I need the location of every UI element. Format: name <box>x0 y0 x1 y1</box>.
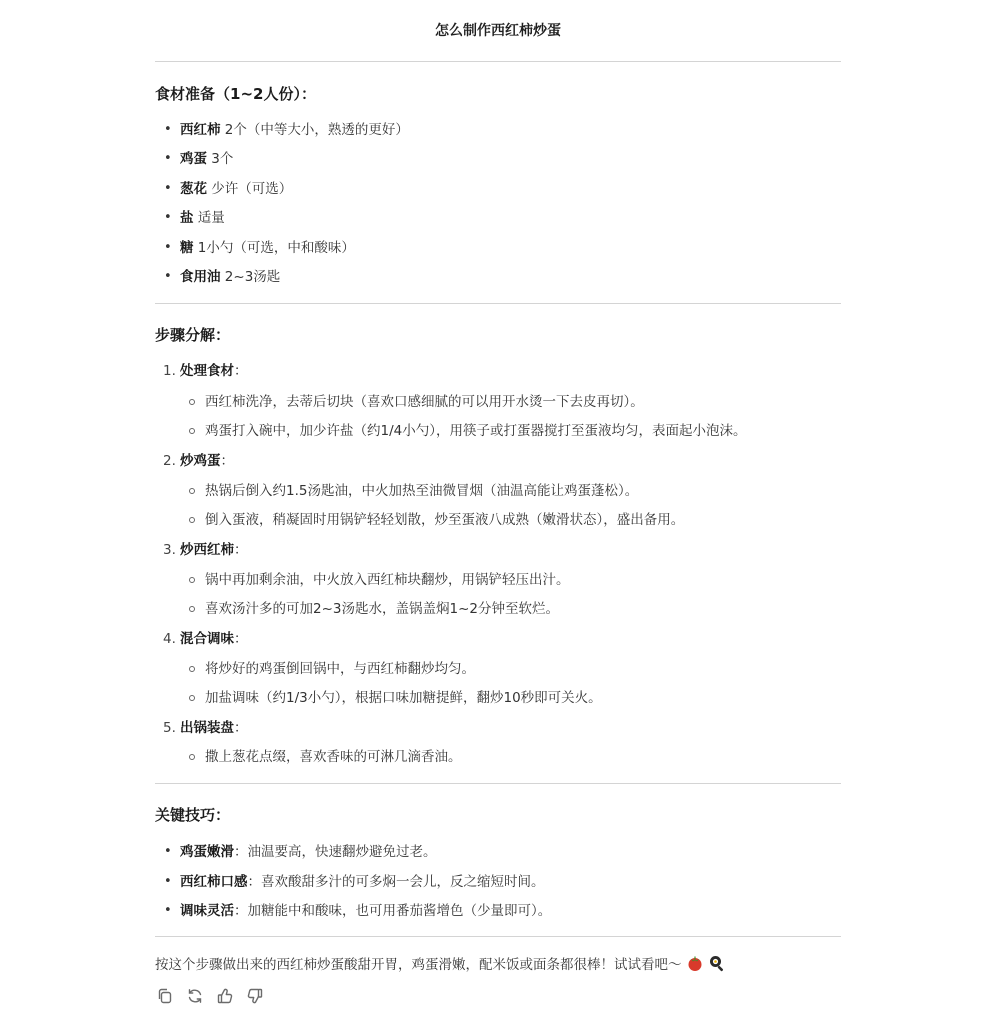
steps-heading: 步骤分解： <box>155 326 231 344</box>
thumbs-down-icon <box>246 987 264 1005</box>
bullet-icon: • <box>164 903 172 918</box>
bullet-icon: • <box>164 874 172 889</box>
copy-icon <box>156 987 174 1005</box>
bullet-icon: • <box>164 151 172 166</box>
step-subitem-text: 将炒好的鸡蛋倒回锅中，与西红柿翻炒均匀。 <box>205 661 475 677</box>
step-number: 2. <box>163 453 176 469</box>
bullet-icon: • <box>164 269 172 284</box>
tip-name: 调味灵活 <box>180 903 234 919</box>
step-name: 炒西红柿 <box>180 542 234 558</box>
step-subitem-text: 撒上葱花点缀，喜欢香味的可淋几滴香油。 <box>205 749 462 765</box>
step-separator: ： <box>234 363 248 379</box>
sub-bullet-icon <box>189 577 195 583</box>
ingredient-detail: 3个 <box>207 151 234 167</box>
ingredient-detail: 1小勺（可选，中和酸味） <box>193 240 355 256</box>
step-number: 3. <box>163 542 176 558</box>
step-name: 处理食材 <box>180 363 234 379</box>
copy-button[interactable] <box>155 986 175 1006</box>
step-subitem-text: 加盐调味（约1/3小勺），根据口味加糖提鲜，翻炒10秒即可关火。 <box>205 690 602 706</box>
tip-detail: ：油温要高，快速翻炒避免过老。 <box>234 844 437 860</box>
bullet-icon: • <box>164 122 172 137</box>
sub-bullet-icon <box>189 666 195 672</box>
closing-line <box>155 953 726 976</box>
ingredient-name: 盐 <box>180 210 194 226</box>
tip-detail: ：喜欢酸甜多汁的可多焖一会儿，反之缩短时间。 <box>247 874 545 890</box>
tip-detail: ：加糖能中和酸味，也可用番茄酱增色（少量即可）。 <box>234 903 552 919</box>
divider <box>155 783 841 784</box>
sub-bullet-icon <box>189 399 195 405</box>
ingredient-detail: 2~3汤匙 <box>220 269 281 285</box>
ingredient-detail: 少许（可选） <box>207 181 293 197</box>
divider <box>155 61 841 62</box>
divider <box>155 303 841 304</box>
step-subitem-text: 倒入蛋液，稍凝固时用锅铲轻轻划散，炒至蛋液八成熟（嫩滑状态），盛出备用。 <box>205 512 685 528</box>
ingredient-name: 食用油 <box>180 269 221 285</box>
frying-pan-icon <box>708 954 726 976</box>
step-separator: ： <box>220 453 234 469</box>
sub-bullet-icon <box>189 695 195 701</box>
tomato-icon <box>686 954 704 976</box>
thumbs-up-icon <box>216 987 234 1005</box>
step-number: 5. <box>163 720 176 736</box>
step-subitem-text: 热锅后倒入约1.5汤匙油，中火加热至油微冒烟（油温高能让鸡蛋蓬松）。 <box>205 483 639 499</box>
step-separator: ： <box>234 542 248 558</box>
thumbs-down-button[interactable] <box>245 986 265 1006</box>
step-number: 4. <box>163 631 176 647</box>
bullet-icon: • <box>164 844 172 859</box>
step-name: 出锅装盘 <box>180 720 234 736</box>
step-subitem-text: 西红柿洗净，去蒂后切块（喜欢口感细腻的可以用开水烫一下去皮再切）。 <box>205 394 644 410</box>
sub-bullet-icon <box>189 488 195 494</box>
step-subitem-text: 鸡蛋打入碗中，加少许盐（约1/4小勺），用筷子或打蛋器搅打至蛋液均匀，表面起小泡沫。 <box>205 423 747 439</box>
ingredient-name: 鸡蛋 <box>180 151 207 167</box>
tip-name: 鸡蛋嫩滑 <box>180 844 234 860</box>
message-actions <box>155 986 265 1006</box>
regenerate-icon <box>186 987 204 1005</box>
step-subitem-text: 锅中再加剩余油，中火放入西红柿块翻炒，用锅铲轻压出汁。 <box>205 572 570 588</box>
bullet-icon: • <box>164 210 172 225</box>
page-title: 怎么制作西红柿炒蛋 <box>435 23 561 39</box>
tip-name: 西红柿口感 <box>180 874 248 890</box>
ingredient-name: 糖 <box>180 240 194 256</box>
step-name: 混合调味 <box>180 631 234 647</box>
ingredients-heading: 食材准备（1~2人份）： <box>155 85 316 103</box>
ingredient-detail: 2个（中等大小，熟透的更好） <box>220 122 409 138</box>
bullet-icon: • <box>164 181 172 196</box>
sub-bullet-icon <box>189 754 195 760</box>
ingredient-name: 葱花 <box>180 181 207 197</box>
sub-bullet-icon <box>189 428 195 434</box>
closing-text: 按这个步骤做出来的西红柿炒蛋酸甜开胃，鸡蛋滑嫩，配米饭或面条都很棒！试试看吧～ <box>155 957 682 973</box>
step-separator: ： <box>234 720 248 736</box>
regenerate-button[interactable] <box>185 986 205 1006</box>
sub-bullet-icon <box>189 606 195 612</box>
thumbs-up-button[interactable] <box>215 986 235 1006</box>
step-name: 炒鸡蛋 <box>180 453 221 469</box>
tips-heading: 关键技巧： <box>155 806 231 824</box>
ingredient-name: 西红柿 <box>180 122 221 138</box>
step-separator: ： <box>234 631 248 647</box>
step-number: 1. <box>163 363 176 379</box>
step-subitem-text: 喜欢汤汁多的可加2~3汤匙水，盖锅盖焖1~2分钟至软烂。 <box>205 601 559 617</box>
divider <box>155 936 841 937</box>
sub-bullet-icon <box>189 517 195 523</box>
bullet-icon: • <box>164 240 172 255</box>
ingredient-detail: 适量 <box>193 210 225 226</box>
